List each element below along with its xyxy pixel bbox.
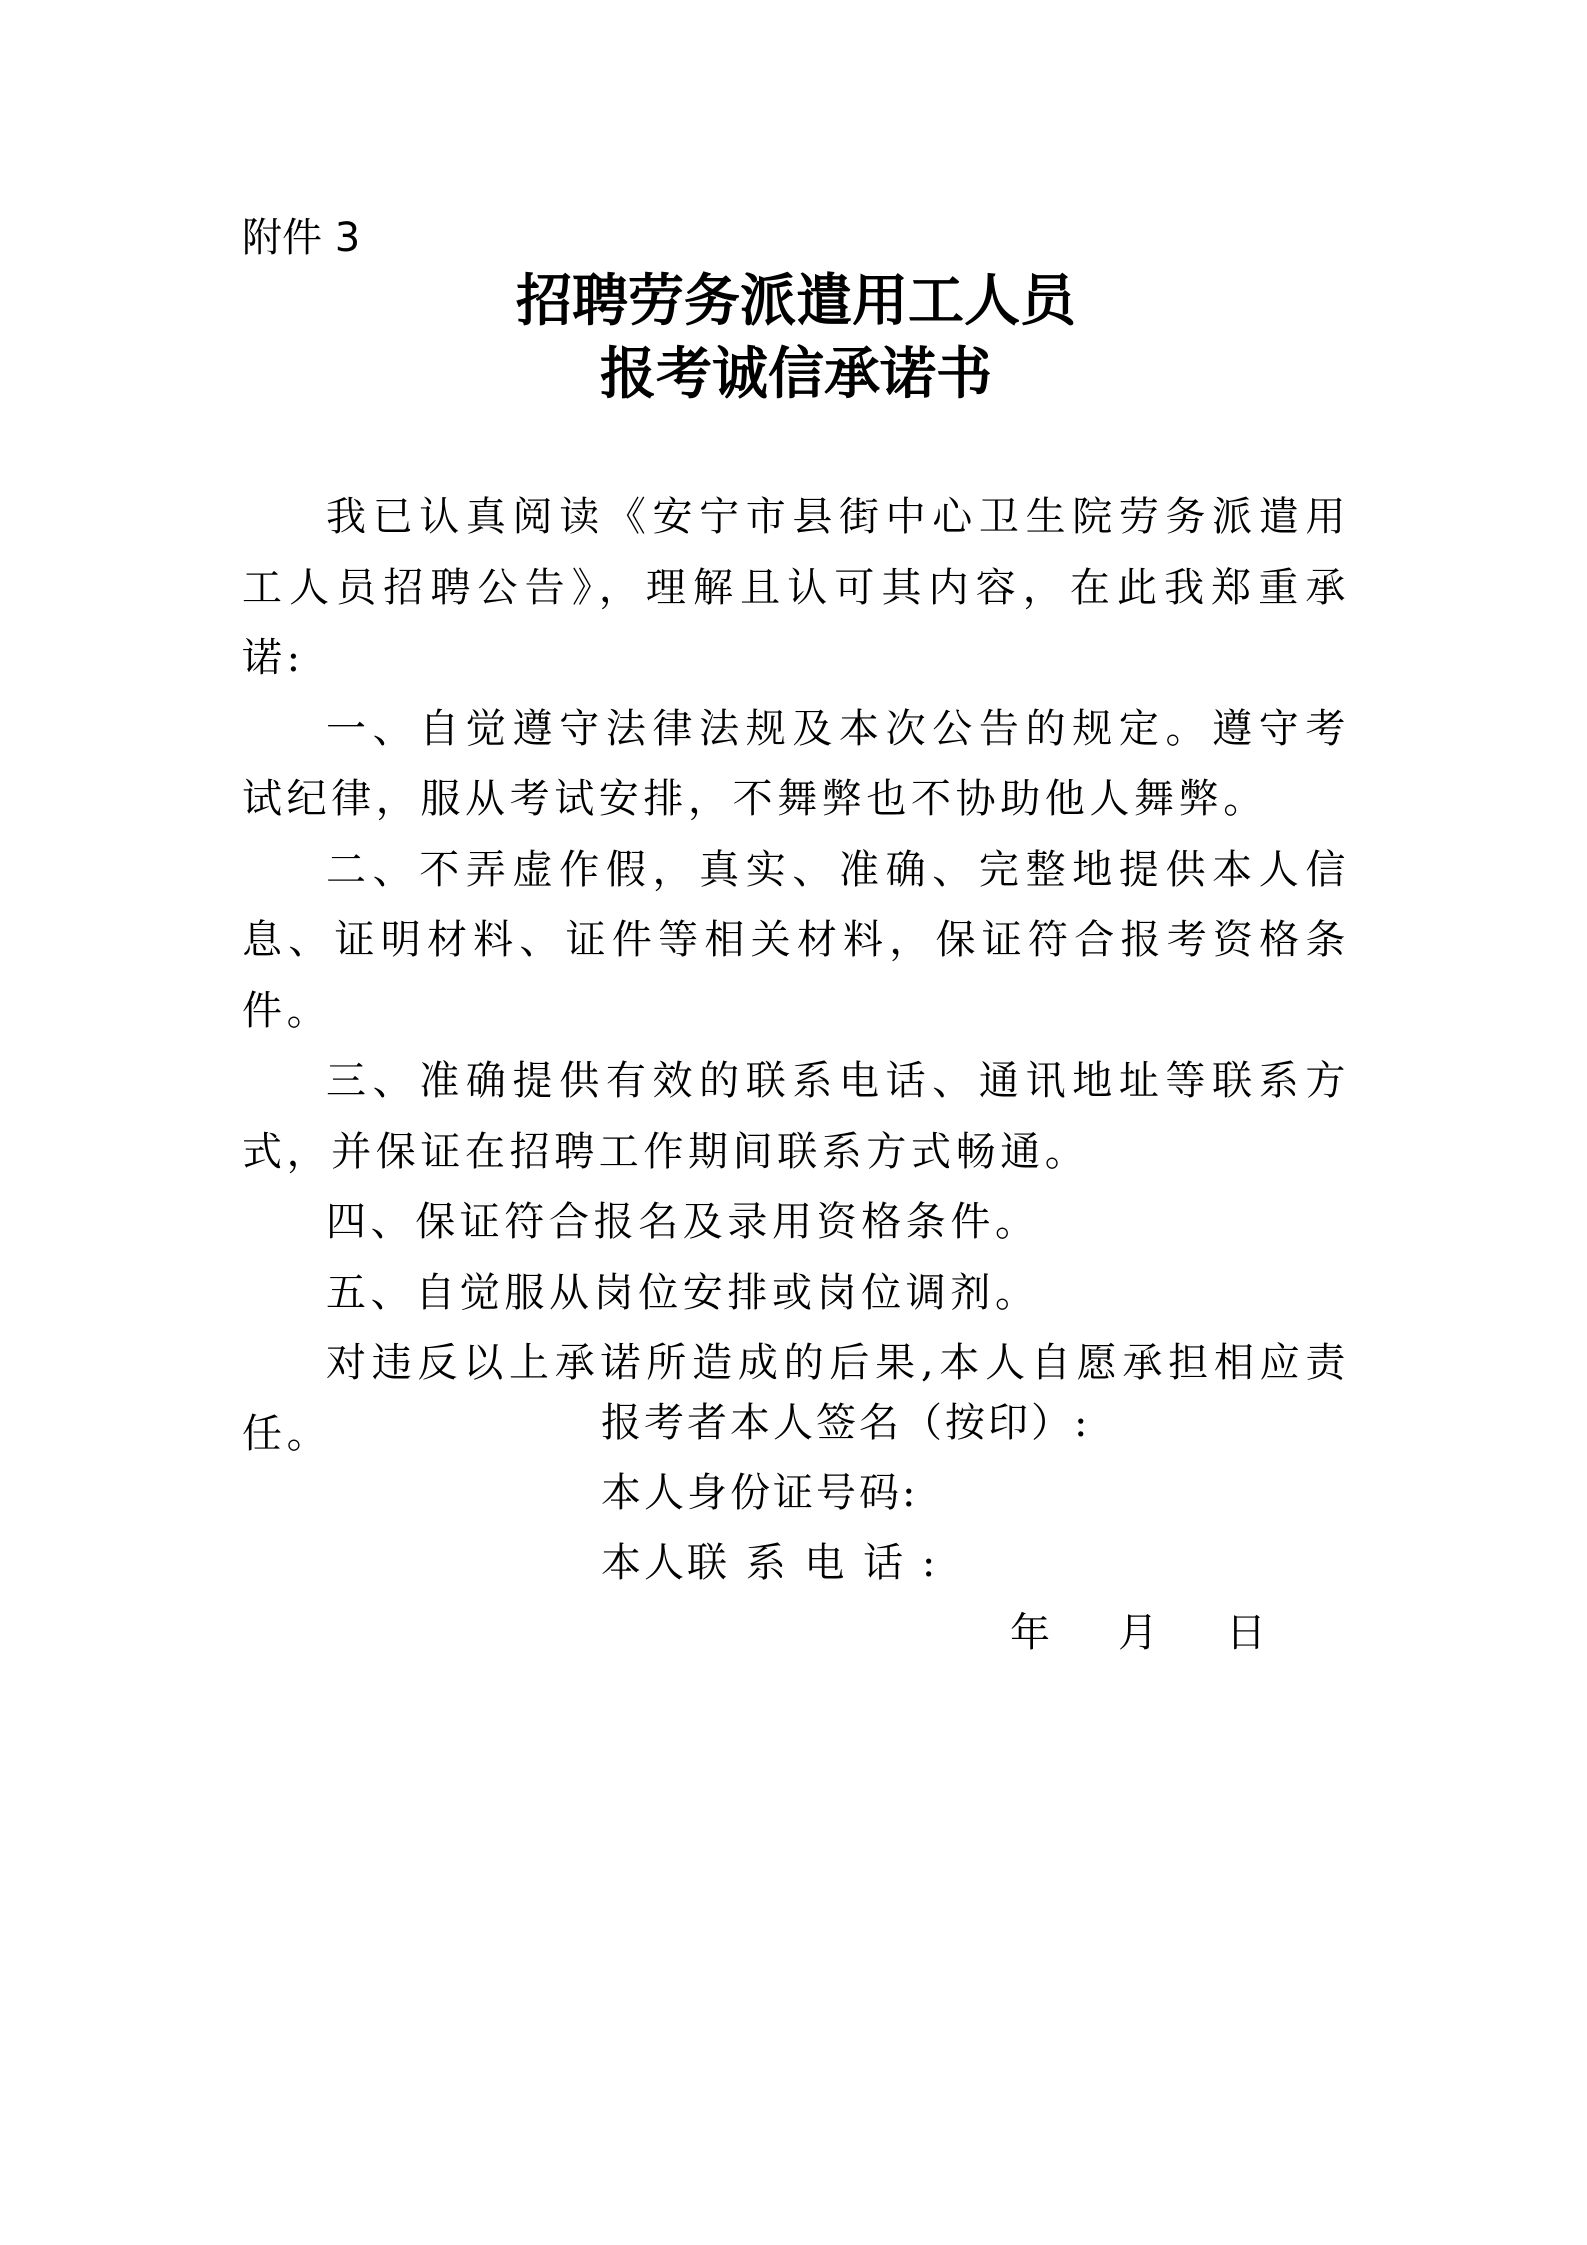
signature-block [601, 1388, 1090, 1598]
commitment-item-5: 五、自觉服从岗位安排或岗位调剂。 [326, 1269, 1040, 1316]
commitment-item-3: 三、准确提供有效的联系电话、通讯地址等联系方式，并保证在招聘工作期间联系方式畅通。 [242, 1058, 1350, 1175]
commitment-item-2: 二、不弄虚作假，真实、准确、完整地提供本人信息、证明材料、证件等相关材料，保证符合报考资格条件。 [242, 846, 1350, 1034]
signer-signature-label: 报考者本人签名（按印）: [601, 1400, 1091, 1446]
date-month-label: 月 [1118, 1610, 1158, 1656]
commitment-item-1: 一、自觉遵守法律法规及本次公告的规定。遵守考试纪律，服从考试安排，不舞弊也不协助他人舞弊。 [242, 705, 1350, 822]
document-title-line1: 招聘劳务派遣用工人员 [516, 269, 1076, 334]
commitment-item-4: 四、保证符合报名及录用资格条件。 [326, 1199, 1040, 1245]
date-year-label: 年 [1010, 1610, 1050, 1656]
intro-paragraph: 我已认真阅读《安宁市县街中心卫生院劳务派遣用工人员招聘公告》，理解且认可其内容，在此我郑重承诺: [242, 494, 1350, 681]
date-day-label: 日 [1226, 1610, 1266, 1656]
document-title-line2: 报考诚信承诺书 [600, 342, 992, 407]
phone-number-label: 本人联 系 电 话 : [601, 1540, 939, 1586]
id-number-label: 本人身份证号码: [601, 1470, 919, 1516]
liability-statement: 对违反以上承诺所造成的后果,本人自愿承担相应责任。 [242, 1340, 1350, 1457]
date-line [1010, 1598, 1266, 1668]
attachment-label: 附件 3 [242, 215, 361, 261]
commitment-body [242, 482, 1350, 1469]
